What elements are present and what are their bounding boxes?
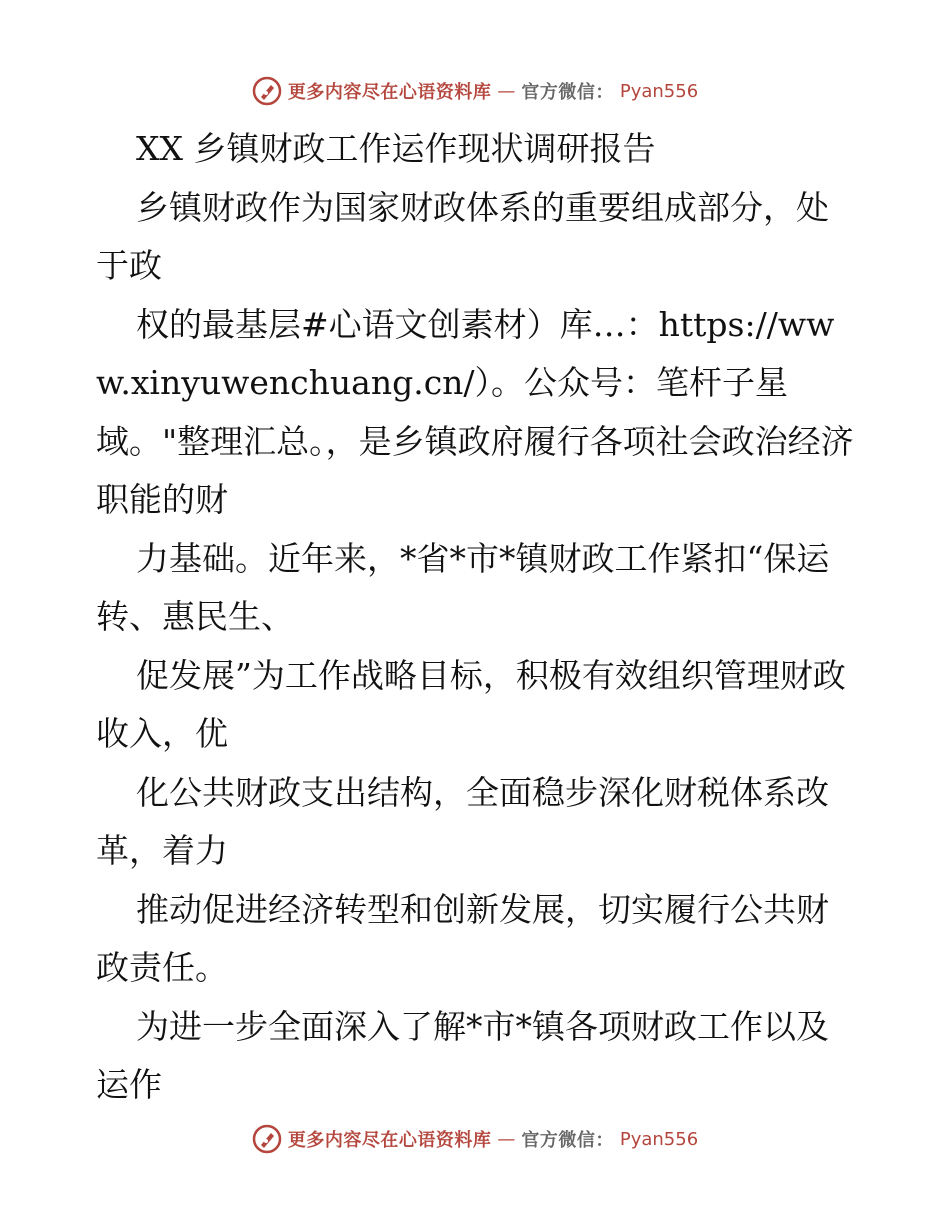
paragraph-line: 权的最基层#心语文创素材）库…：https://www.xinyuwenchuang.cn/）。公众号：笔杆子星域。"整理汇总。，是乡镇政府履行各项社会政治经济职能的财 xyxy=(96,304,854,519)
paragraph-line: 为进一步全面深入了解*市*镇各项财政工作以及运作 xyxy=(96,1006,829,1104)
watermark-separator: — xyxy=(497,80,516,102)
header-watermark xyxy=(0,76,950,106)
paragraph-line: 乡镇财政作为国家财政体系的重要组成部分，处于政 xyxy=(96,187,829,285)
watermark-official-label: 官方微信： xyxy=(521,82,614,103)
pen-logo-icon xyxy=(252,76,282,106)
paragraph-line: 力基础。近年来，*省*市*镇财政工作紧扣“保运转、惠民生、 xyxy=(96,538,830,636)
paragraph-line: 推动促进经济转型和创新发展，切实履行公共财政责任。 xyxy=(96,889,829,987)
footer-watermark xyxy=(0,1124,950,1154)
watermark-separator: — xyxy=(497,1128,516,1150)
document-title: XX 乡镇财政工作运作现状调研报告 xyxy=(136,129,656,168)
watermark-text: 更多内容尽在心语资料库 xyxy=(287,1130,492,1151)
pen-logo-icon xyxy=(252,1124,282,1154)
watermark-wechat-id: Pyan556 xyxy=(619,80,699,102)
paragraph-line: 促发展”为工作战略目标，积极有效组织管理财政收入，优 xyxy=(96,655,846,753)
paragraph-line: 化公共财政支出结构，全面稳步深化财税体系改革，着力 xyxy=(96,772,829,870)
watermark-wechat-id: Pyan556 xyxy=(619,1128,699,1150)
document-body xyxy=(96,120,856,1115)
watermark-official-label: 官方微信： xyxy=(521,1130,614,1151)
watermark-text: 更多内容尽在心语资料库 xyxy=(287,82,492,103)
